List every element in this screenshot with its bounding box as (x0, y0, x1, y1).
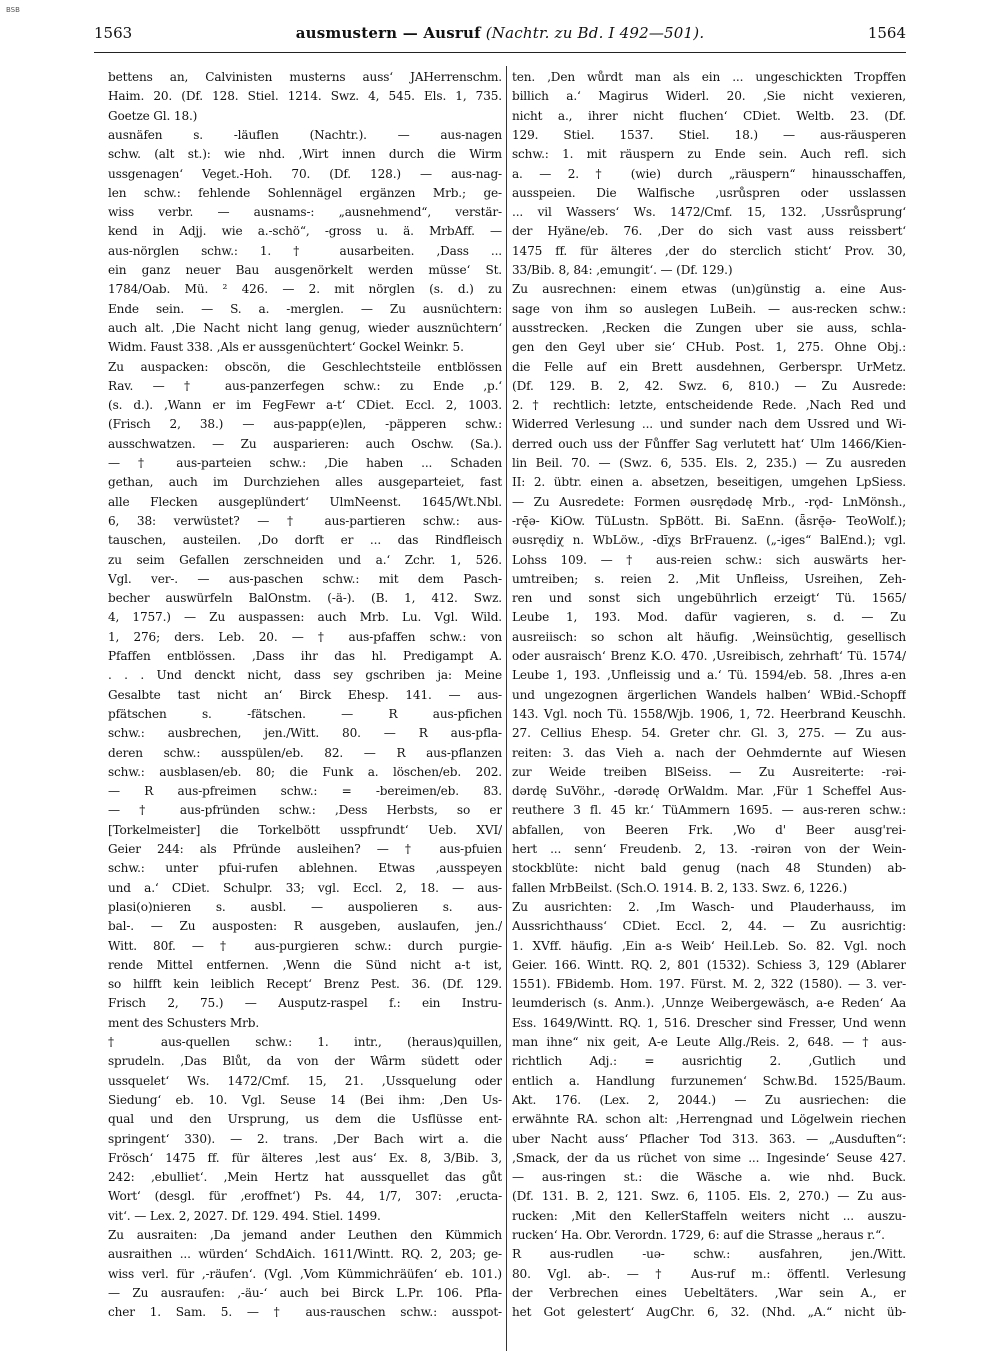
text-line: (Frisch 2, 38.) — aus-papp(e)len, -päpperen schw.: (108, 417, 502, 432)
text-line: 6, 38: verwüstet? — † aus-partieren schw.: aus- (108, 513, 502, 528)
text-line: gethan, auch im Durchziehen alles ausgeparteiet, fast (108, 475, 502, 490)
text-line: (Df. 131. B. 2, 121. Swz. 6, 1105. Els. 2, 270.) — Zu aus- (512, 1189, 906, 1204)
text-line: ussquelet‘ Ws. 1472/Cmf. 15, 21. ‚Ussquelung oder (108, 1073, 502, 1088)
text-line: len schw.: fehlende Sohlennägel ergänzen Mrb.; ge- (108, 185, 502, 200)
text-line: derred ouch uss der Fůnffer Sag verlutett hat‘ Ulm 1466/Kien- (512, 436, 906, 451)
text-line: 33/Bib. 8, 84: ‚emungit‘. — (Df. 129.) (512, 263, 733, 277)
text-line: aus-nörglen schw.: 1. † ausarbeiten. ‚Dass ... (108, 243, 502, 258)
text-line: die Felle auf ein Brett ausdehnen, Gerberspr. UrMetz. (512, 359, 906, 374)
text-line: — R aus-pfreimen schw.: = -bereimen/eb. 83. (108, 784, 502, 799)
text-line: vit‘. — Lex. 2, 2027. Df. 129. 494. Stiel. 1499. (108, 1208, 381, 1223)
text-line: zu seim Gefallen zerschneiden und a.‘ Zchr. 1, 526. (108, 552, 502, 567)
text-line: əusrędiχ n. WbLöw., -dīχs BrFrauenz. („-iges“ BalEnd.); vgl. (512, 533, 906, 548)
text-line: ussgenagen‘ Veget.-Hoh. 70. (Df. 128.) — aus-nag- (108, 166, 502, 181)
text-line: rende Mittel entfernen. ‚Wenn die Sünd nicht a-t ist, (108, 957, 502, 972)
text-line: R aus-rudlen -uə- schw.: ausfahren, jen./Witt. (512, 1247, 906, 1262)
text-line: † aus-quellen schw.: 1. intr., (heraus)quillen, (108, 1035, 502, 1049)
text-line: sage von ihm so auslegen LuBeih. — aus-recken schw.: (512, 301, 906, 316)
text-line: hert ... senn‘ Freudenb. 2, 13. -rəirən von der Wein- (512, 842, 906, 856)
text-line: ren und sonst sich ungebührlich erzeigt‘ Tü. 1565/ (512, 591, 906, 606)
text-line: Frösch‘ 1475 ff. für älteres ‚lest aus‘ Ex. 8, 3/Bib. 3, (108, 1150, 502, 1165)
text-line: 1, 276; ders. Leb. 20. — † aus-pfaffen schw.: von (108, 629, 502, 644)
text-line: richtlich Adj.: = ausrichtig 2. ‚Gutlich und (512, 1054, 906, 1069)
text-line: ausreiisch: so schon alt häufig. ‚Weinsüchtig, gesellisch (512, 629, 906, 644)
text-line: Zu auspacken: obscön, die Geschlechtsteile entblössen (108, 359, 502, 374)
text-line: ein ganz neuer Bau ausgenörkelt werden müsse‘ St. (108, 263, 502, 277)
text-line: 4, 1757.) — Zu auspassen: auch Mrb. Lu. Vgl. Wild. (108, 610, 502, 625)
text-line: stockblüte: nicht bald genug (nach 48 Stunden) ab- (512, 861, 906, 876)
text-line: Gesalbte tast nicht an‘ Birck Ehesp. 141. — aus- (108, 687, 502, 702)
library-stamp: BSB (6, 6, 20, 14)
text-line: ausspeien. Die Walfische ‚usrůspren oder usslassen (512, 185, 906, 200)
text-line: . . . Und denckt nicht, dass sey gschriben ja: Meine (108, 668, 502, 683)
text-line: tauschen, austeilen. ‚Do dorft er ... das Rindfleisch (108, 533, 502, 548)
text-line: so hilfft kein leiblich Recept‘ Brenz Pest. 36. (Df. 129. (108, 977, 502, 992)
text-line: ... vil Wassers‘ Ws. 1472/Cmf. 15, 132. ‚Ussrůsprung‘ (512, 205, 906, 220)
text-line: fallen MrbBeilst. (Sch.O. 1914. B. 2, 133. Swz. 6, 1226.) (512, 880, 848, 895)
text-line: rucken: ‚Mit den KellerStaffeln weiters nicht ... auszu- (512, 1208, 906, 1223)
text-line: Widm. Faust 338. ‚Als er aussgenüchtert‘ Gockel Weinkr. 5. (108, 340, 464, 355)
text-line: cher 1. Sam. 5. — † aus-rauschen schw.: ausspot- (108, 1305, 502, 1320)
text-line: 1551). FBidemb. Hom. 197. Fürst. M. 2, 322 (1580). — 3. ver- (512, 977, 906, 992)
text-line: kend in Adjj. wie a.-schö“, -gross u. ä. MrbAff. — (108, 224, 502, 239)
text-line: oder ausraisch‘ Brenz K.O. 470. ‚Usreibisch, zehrhaft‘ Tü. 1574/ (512, 649, 906, 663)
text-line: Leube 1, 193. Mod. dafür vagieren, s. d. — Zu (512, 610, 906, 625)
text-line: lin Beil. 70. — (Swz. 6, 535. Els. 2, 235.) — Zu ausreden (512, 456, 906, 470)
text-line: nicht a., ihrer nicht fluchen‘ CDiet. Weltb. 23. (Df. (512, 108, 906, 123)
text-line: — Zu ausraufen: ‚-äu-‘ auch bei Birck L.Pr. 106. Pfla- (108, 1285, 502, 1300)
text-line: Goetze Gl. 18.) (108, 108, 198, 123)
text-line: ausstrecken. ‚Recken die Zungen uber sie auss, schla- (512, 320, 906, 335)
text-line: — † aus-parteien schw.: ‚Die haben ... Schaden (108, 456, 502, 470)
text-line: und ungezognen ärgerlichen Wandels halben‘ WBid.-Schopff (512, 687, 906, 702)
text-line: rucken‘ Ha. Obr. Verordn. 1729, 6: auf die Strasse „heraus r.“. (512, 1228, 885, 1242)
text-line: ment des Schusters Mrb. (108, 1015, 260, 1030)
text-line: leumderisch (s. Anm.). ‚Unnȥe Weibergewäsch, a-e Reden‘ Aa (512, 996, 906, 1011)
text-line: pfätschen s. -fätschen. — R aus-pfichen (108, 706, 502, 721)
text-line: Frisch 2, 75.) — Ausputz-raspel f.: ein Instru- (108, 996, 502, 1011)
text-line: — † aus-pfründen schw.: ‚Dess Herbsts, so er (108, 803, 502, 818)
text-line: Rav. — † aus-panzerfegen schw.: zu Ende ‚p.‘ (108, 378, 502, 393)
left-column (108, 68, 502, 1358)
page-number-right: 1564 (867, 24, 906, 42)
text-line: 2. † rechtlich: letzte, entscheidende Rede. ‚Nach Red und (512, 398, 906, 413)
text-line: bettens an, Calvinisten musterns auss‘ JAHerrenschm. (108, 70, 502, 84)
text-line: schw.: 1. mit räuspern zu Ende sein. Auch refl. sich (512, 147, 906, 162)
text-line: alle Flecken ausgeplündert‘ UlmNeenst. 1645/Wt.Nbl. (108, 494, 502, 509)
text-line: — Zu Ausredete: Formen əusrędədę Mrb., -rǫd- LnMönsh., (512, 494, 906, 509)
text-line: -rę̄ə- KiOw. TüLustn. SpBött. Bi. SaEnn. (ǟsrę̄ə- TeoWolf.); (512, 513, 906, 528)
text-line: der Verbrechen eines Uebeltäters. ‚War sein A., er (512, 1285, 906, 1300)
text-line: schw.: ausbrechen, jen./Witt. 80. — R aus-pfla- (108, 726, 502, 741)
text-line: Zu ausraiten: ‚Da jemand ander Leuthen den Kümmich (108, 1228, 502, 1242)
text-line: (s. d.). ‚Wann er im FegFewr a-t‘ CDiet. Eccl. 2, 1003. (108, 398, 502, 413)
text-line: Siedung‘ eb. 10. Vgl. Seuse 14 (Bei ihm: ‚Den Us- (108, 1092, 502, 1107)
text-line: 1475 ff. für älteres ‚der do sterclich sticht‘ Prov. 30, (512, 243, 906, 258)
text-line: umtreiben; s. reien 2. ‚Mit Unfleiss, Usreihen, Zeh- (512, 571, 906, 586)
text-line: Witt. 80f. — † aus-purgieren schw.: durch purgie- (108, 938, 502, 953)
page-header (94, 24, 906, 50)
text-line: auch alt. ‚Die Nacht nicht lang genug, wieder ausznüchtern‘ (108, 320, 502, 335)
text-line: 27. Cellius Ehesp. 54. Greter chr. Gl. 3, 275. — Zu aus- (512, 726, 906, 741)
text-line: 1. XVff. häufig. ‚Ein a-s Weib‘ Heil.Leb. So. 82. Vgl. noch (512, 938, 906, 953)
text-line: dərdę SuVöhr., -dərədę OrWaldm. Mar. ‚Für 1 Scheffel Aus- (512, 784, 906, 799)
text-line: Ende sein. — S. a. -merglen. — Zu ausnüchtern: (108, 301, 502, 316)
text-line: deren schw.: ausspülen/eb. 82. — R aus-pflanzen (108, 745, 502, 760)
text-line: het Got gelestert‘ AugChr. 6, 32. (Nhd. „A.“ nicht üb- (512, 1305, 906, 1320)
text-line: Leube 1, 193. ‚Unfleissig und a.‘ Tü. 1594/eb. 58. ‚Ihres a-en (512, 668, 906, 683)
text-line: ausnäfen s. -läuflen (Nachtr.). — aus-nagen (108, 127, 502, 142)
text-line: becher auswürfeln BalOnstm. (-ä-). (B. 1, 412. Swz. (108, 591, 502, 606)
text-line: plasi(o)nieren s. ausbl. — auspolieren s. aus- (108, 899, 502, 914)
text-line: ten. ‚Den wůrdt man als ein ... ungeschickten Tropffen (512, 70, 906, 84)
page-number-left: 1563 (94, 24, 133, 42)
text-line: springent‘ 330). — 2. trans. ‚Der Bach wirt a. die (108, 1131, 502, 1146)
text-line: Pfaffen entblössen. ‚Dass ihr das hl. Predigampt A. (108, 649, 502, 663)
text-line: Geier 244: als Pfründe ausleihen? — † aus-pfuien (108, 842, 502, 856)
text-line: reiten: 3. das Vieh a. nach der Oehmdernte auf Wiesen (512, 745, 906, 760)
text-line: ausschwatzen. — Zu ausparieren: auch Oschw. (Sa.). (108, 436, 502, 451)
running-title (94, 24, 906, 42)
text-line: — aus-ringen st.: die Wäsche a. wie nhd. Buck. (512, 1170, 906, 1185)
text-line: Akt. 176. (Lex. 2, 2044.) — Zu ausriechen: die (512, 1092, 906, 1107)
text-line: 242: ‚ebulliet‘. ‚Mein Hertz hat aussquellet das gůt (108, 1170, 502, 1185)
text-line: Geier. 166. Wintt. RQ. 2, 801 (1532). Schiess 3, 129 (Ablarer (512, 957, 906, 972)
headword-range: ausmustern — Ausruf (295, 24, 481, 42)
text-line: Zu ausrechnen: einem etwas (un)günstig a. eine Aus- (512, 282, 906, 297)
text-line: abfallen, von Beeren Frk. ‚Wo d' Beer ausg'rei- (512, 822, 906, 837)
text-line: 80. Vgl. ab-. — † Aus-ruf m.: öffentl. Verlesung (512, 1266, 906, 1281)
text-line: II: 2. übtr. einen a. absetzen, beseitigen, umgehen LpSiess. (512, 475, 906, 490)
text-line: der Hyäne/eb. 76. ‚Der do sich vast auss reissbert‘ (512, 224, 906, 239)
text-line: sprudeln. ‚Das Blůt, da von der Wârm südett oder (108, 1054, 502, 1069)
text-line: man ihne“ nix geit, A-e Leute Allg./Reis. 2, 648. — † aus- (512, 1035, 906, 1049)
text-line: und a.‘ CDiet. Schulpr. 33; vgl. Eccl. 2, 18. — aus- (108, 880, 502, 895)
supplement-reference: (Nachtr. zu Bd. I 492—501). (485, 24, 705, 42)
text-line: ‚Smack, der da us rüchet von sime ... Ingesinde‘ Seuse 427. (512, 1150, 906, 1165)
text-line: qual und den Ursprung, us dem die Usflüsse ent- (108, 1112, 502, 1127)
text-line: reuthere 3 fl. 45 kr.‘ TüAmmern 1695. — aus-reren schw.: (512, 803, 906, 818)
text-line: 129. Stiel. 1537. Stiel. 18.) — aus-räusperen (512, 127, 906, 142)
text-line: zur Weide treiben BlSeiss. — Zu Ausreiterte: -rəi- (512, 764, 906, 779)
text-line: wiss verl. für ‚-räufen‘. (Vgl. ‚Vom Kümmichräüfen‘ eb. 101.) (108, 1266, 502, 1281)
text-line: erwähnte RA. schon alt: ‚Herrengnad und Lögelwein riechen (512, 1112, 906, 1127)
text-line: Haim. 20. (Df. 128. Stiel. 1214. Swz. 4, 545. Els. 1, 735. (108, 89, 502, 104)
text-line: uber Nacht auss‘ Pflacher Tod 313. 363. — „Ausduften“: (512, 1131, 906, 1146)
text-line: billich a.‘ Magirus Widerl. 20. ‚Sie nicht vexieren, (512, 89, 906, 104)
header-rule (94, 52, 906, 53)
text-line: Ess. 1649/Wintt. RQ. 1, 516. Drescher sind Fresser, Und wenn (512, 1015, 906, 1030)
text-line: Widerred Verlesung ... und sunder nach dem Ussred und Wi- (512, 417, 906, 432)
text-line: Zu ausrichten: 2. ‚Im Wasch- und Plauderhauss, im (512, 899, 906, 914)
text-line: (Df. 129. B. 2, 42. Swz. 6, 810.) — Zu Ausrede: (512, 378, 906, 393)
text-line: a. — 2. † (wie) durch „räuspern“ hinausschaffen, (512, 166, 906, 181)
text-line: wiss verbr. — ausnams-: „ausnehmend“, verstär- (108, 205, 502, 220)
right-column (512, 68, 906, 1358)
text-line: Vgl. ver-. — aus-paschen schw.: mit dem Pasch- (108, 571, 502, 586)
text-line: entlich a. Handlung furzunemen‘ Schw.Bd. 1525/Baum. (512, 1073, 906, 1088)
column-divider (506, 66, 507, 1351)
text-line: bal-. — Zu ausposten: R ausgeben, auslaufen, jen./ (108, 919, 502, 934)
text-line: schw.: unter pfui-rufen ablehnen. Etwas ‚ausspeyen (108, 861, 502, 876)
text-line: 1784/Oab. Mü. ² 426. — 2. mit nörglen (s. d.) zu (108, 282, 502, 297)
text-line: Aussrichthauss‘ CDiet. Eccl. 2, 44. — Zu ausrichtig: (512, 919, 906, 934)
text-line: schw. (alt st.): wie nhd. ‚Wirt innen durch die Wirm (108, 147, 502, 162)
text-line: Lohss 109. — † aus-reien schw.: sich auswärts her- (512, 552, 906, 567)
text-line: ausraithen ... würden‘ SchdAich. 1611/Wintt. RQ. 2, 203; ge- (108, 1247, 502, 1262)
text-line: gen den Geyl uber sie‘ CHub. Post. 1, 275. Ohne Obj.: (512, 340, 906, 355)
text-line: 143. Vgl. noch Tü. 1558/Wjb. 1906, 1, 72. Heerbrand Keuschh. (512, 706, 906, 721)
text-line: schw.: ausblasen/eb. 80; die Funk a. löschen/eb. 202. (108, 764, 502, 779)
text-line: [Torkelmeister] die Torkelbött usspfrundt‘ Ueb. XVI/ (108, 822, 502, 837)
text-line: Wort‘ (desgl. für ‚eroffnet‘) Ps. 44, 1/7, 307: ‚eructa- (108, 1189, 502, 1204)
